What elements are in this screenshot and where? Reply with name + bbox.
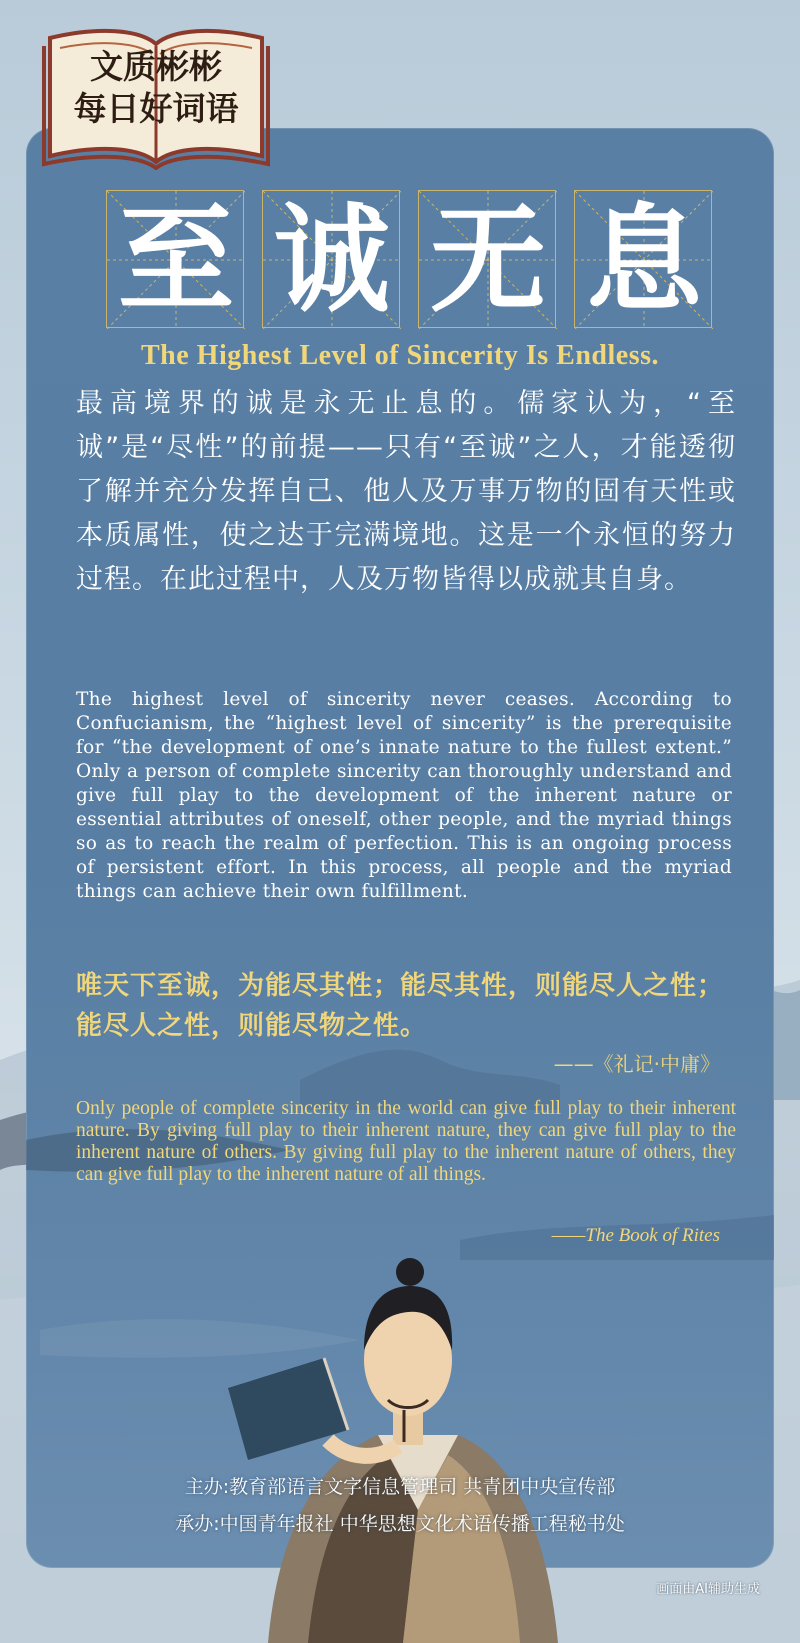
organizer-text: 主办:教育部语言文字信息管理司 共青团中央宣传部 [184, 1476, 616, 1498]
title-cell [106, 190, 244, 328]
title-grid [106, 190, 712, 330]
title-char: 诚 [274, 192, 390, 328]
scholar-illustration [228, 1210, 568, 1643]
title-cell [262, 190, 400, 328]
badge-title [58, 46, 254, 130]
title-char: 无 [430, 192, 546, 328]
quote-english: Only people of complete sincerity in the world can give full play to their inherent nature. By giving full play to their inherent nature, they can give full play to the inherent nature of others. By giving full play to the inherent nature of others, they can give full play to the inherent nature of all things. [76, 1098, 736, 1185]
badge-line2: 每日好词语 [73, 89, 239, 128]
explanation-english: The highest level of sincerity never ceases. According to Confucianism, the “highest level of sincerity” is the prerequisite for “the development of one’s innate nature to the fullest extent.” Only a person of complete sincerity can thoroughly understand and give full play to the development of the inherent nature or essential attributes of oneself, other people, and the myriad things so as to reach the realm of perfection. This is an ongoing process of persistent effort. In this process, all people and the myriad things can achieve their own fulfillment. [76, 689, 732, 902]
title-cell [418, 190, 556, 328]
title-cell [574, 190, 712, 328]
explanation-chinese: 最高境界的诚是永无止息的。儒家认为，“至诚”是“尽性”的前提——只有“至诚”之人，才能透彻了解并充分发挥自己、他人及万事万物的固有天性或本质属性，使之达于完满境地。这是一个永恒的努力过程。在此过程中，人及万物皆得以成就其自身。 [76, 388, 736, 595]
quote-source-chinese: ——《礼记·中庸》 [553, 1052, 720, 1076]
co-organizer-text: 承办:中国青年报社 中华思想文化术语传播工程秘书处 [175, 1513, 625, 1535]
title-english: The Highest Level of Sincerity Is Endless. [140, 340, 659, 371]
quote-chinese: 唯天下至诚，为能尽其性；能尽其性，则能尽人之性；能尽人之性，则能尽物之性。 [76, 971, 725, 1041]
title-char: 至 [118, 192, 234, 328]
title-char: 息 [586, 192, 702, 328]
badge-line1: 文质彬彬 [90, 47, 222, 86]
quote-source-english: ——The Book of Rites [551, 1225, 720, 1246]
ai-generated-note: 画面由AI辅助生成 [656, 1582, 760, 1597]
